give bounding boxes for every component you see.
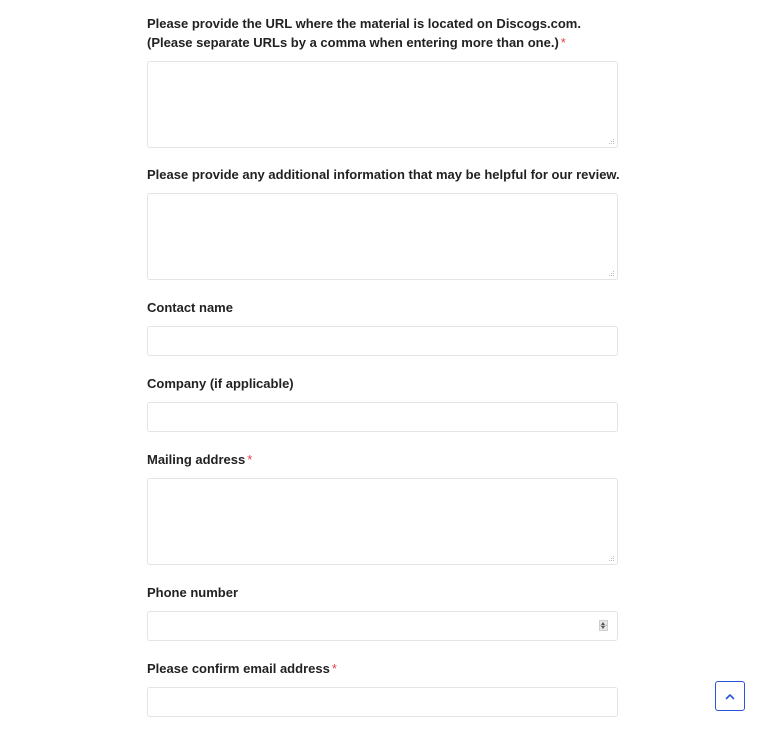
confirm-email-label [147,659,621,678]
company-label [147,374,621,393]
company-input[interactable] [147,402,618,432]
spinner-down-icon[interactable] [601,626,605,629]
url-textarea-wrap [147,61,618,148]
label-text: Mailing address [147,452,246,467]
additional-info-wrap [147,193,618,280]
required-marker: * [247,452,253,467]
contact-name-label [147,298,621,317]
additional-info-textarea[interactable] [147,193,618,280]
url-textarea[interactable] [147,61,618,148]
url-field-label [147,14,621,52]
label-text: Contact name [147,300,233,315]
confirm-email-input[interactable] [147,687,618,717]
label-text: Please provide the URL where the material is located on Discogs.com. (Please separate URLs by a comma when entering more than one.) [147,16,581,50]
required-marker: * [331,661,337,676]
mailing-address-textarea[interactable] [147,478,618,565]
phone-number-wrap [147,611,618,641]
label-text: Phone number [147,585,239,600]
required-marker: * [560,35,566,50]
phone-number-input[interactable] [147,611,618,641]
number-spinner[interactable] [599,620,608,631]
chevron-up-icon [725,693,735,700]
mailing-address-wrap [147,478,618,565]
label-text: Please confirm email address [147,661,330,676]
contact-name-input[interactable] [147,326,618,356]
additional-info-label [147,165,621,184]
phone-number-label [147,583,621,602]
scroll-to-top-button[interactable] [715,681,745,711]
mailing-address-label [147,450,621,469]
label-text: Please provide any additional information that may be helpful for our review. [147,167,620,182]
label-text: Company (if applicable) [147,376,294,391]
